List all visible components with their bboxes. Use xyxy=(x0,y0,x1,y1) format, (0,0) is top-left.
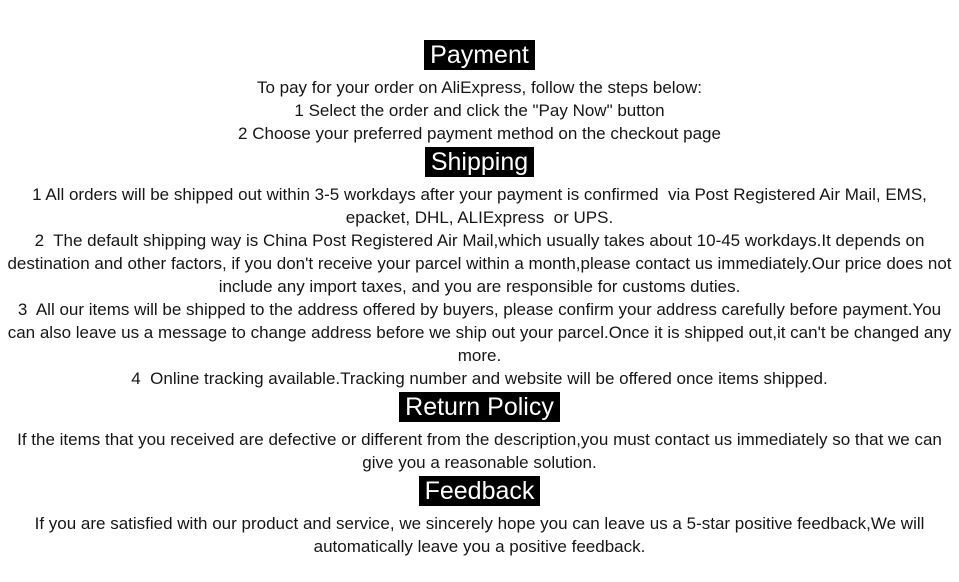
policy-section xyxy=(0,40,959,145)
section-heading-row xyxy=(0,147,959,181)
section-title: Shipping xyxy=(425,147,534,177)
section-title: Payment xyxy=(424,40,535,70)
policy-paragraph: 2 The default shipping way is China Post Registered Air Mail,which usually takes about 10-45 workdays.It depends on destination and other factors, if you don't receive your parcel within a month,please contact us immediately.Our price does not include any import taxes, and you are responsible for customs duties. xyxy=(7,231,957,296)
section-title: Return Policy xyxy=(399,392,560,422)
policy-paragraph: 1 Select the order and click the "Pay Now" button xyxy=(294,101,665,120)
section-heading-row xyxy=(0,476,959,510)
section-paragraphs xyxy=(0,76,959,145)
policy-paragraph: 1 All orders will be shipped out within 3-5 workdays after your payment is confirmed via Post Registered Air Mail, EMS, epacket, DHL, ALIExpress or UPS. xyxy=(32,185,932,227)
policy-paragraph: If you are satisfied with our product and service, we sincerely hope you can leave us a 5-star positive feedback,We will automatically leave you a positive feedback. xyxy=(34,514,930,556)
section-paragraphs xyxy=(0,512,959,558)
section-title: Feedback xyxy=(419,476,541,506)
policy-paragraph: 4 Online tracking available.Tracking number and website will be offered once items shipped. xyxy=(131,369,828,388)
policy-paragraph: 2 Choose your preferred payment method on the checkout page xyxy=(238,124,721,143)
policy-paragraph: 3 All our items will be shipped to the address offered by buyers, please confirm your address carefully before payment.You can also leave us a message to change address before we ship out your parcel.Once it is shipped out,it can't be changed any more. xyxy=(7,300,957,365)
policy-section xyxy=(0,476,959,558)
section-heading-row xyxy=(0,392,959,426)
section-paragraphs xyxy=(0,428,959,474)
policy-paragraph: If the items that you received are defective or different from the description,you must contact us immediately so that we can give you a reasonable solution. xyxy=(17,430,947,472)
policy-section xyxy=(0,392,959,474)
policy-section xyxy=(0,147,959,390)
policy-paragraph: To pay for your order on AliExpress, follow the steps below: xyxy=(256,78,703,97)
section-heading-row xyxy=(0,40,959,74)
section-paragraphs xyxy=(0,183,959,390)
